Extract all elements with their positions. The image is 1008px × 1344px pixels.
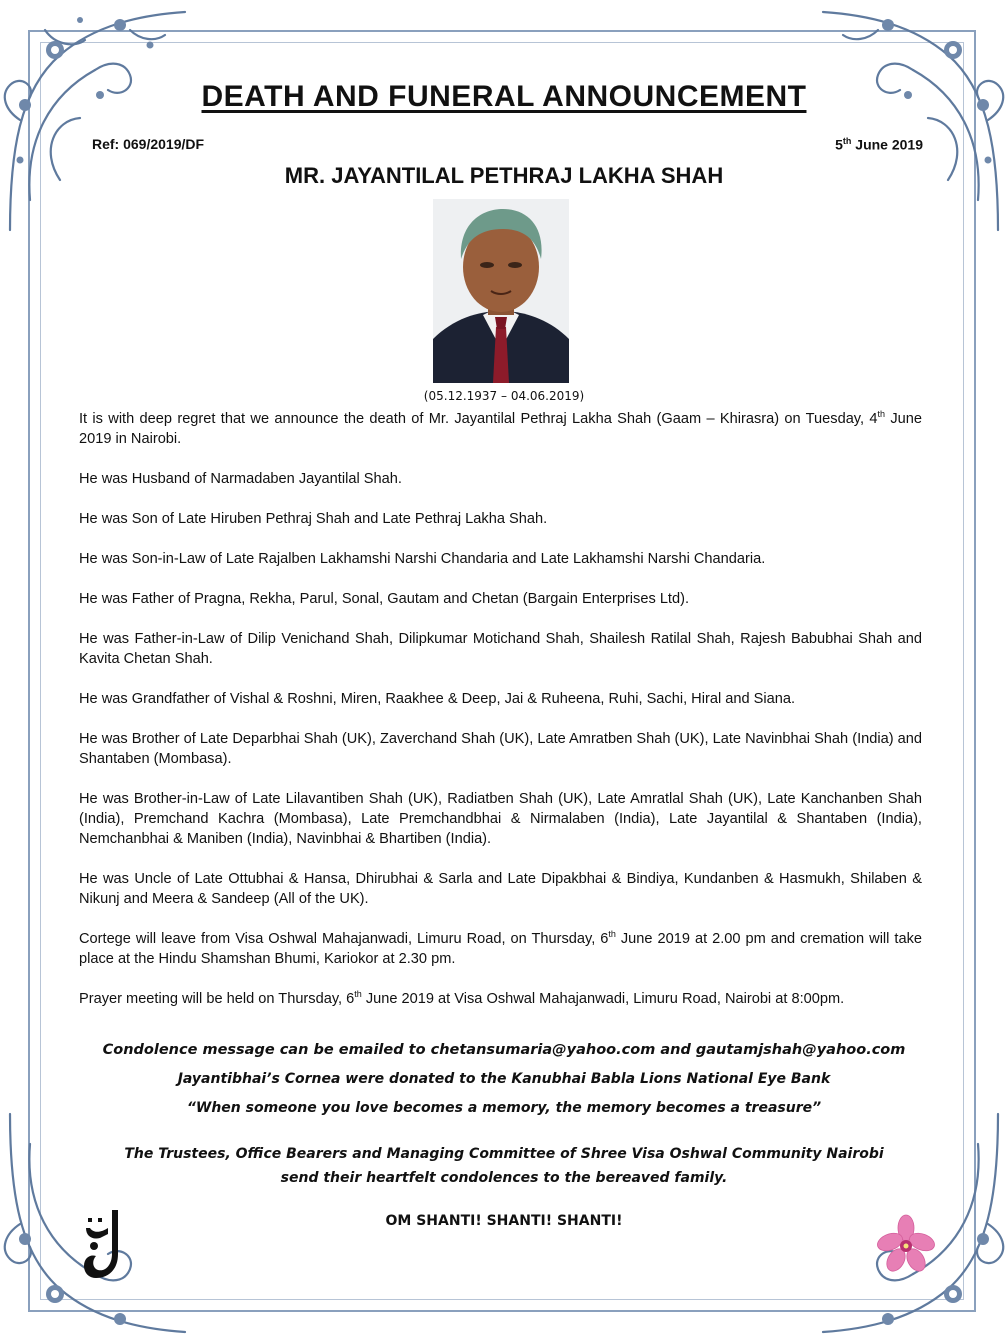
page-title: DEATH AND FUNERAL ANNOUNCEMENT (201, 80, 807, 113)
paragraph-text: June 2019 in Nairobi. (79, 411, 922, 447)
reference-number: Ref: 069/2019/DF (92, 136, 205, 152)
paragraph-uncle: He was Uncle of Late Ottubhai & Hansa, Dhirubhai & Sarla and Late Dipakbhai & Bindiya, Kundanben & Hasmukh, Shilaben & Nikunj and Meera & Sandeep (All of the UK). (79, 871, 922, 907)
paragraph-husband: He was Husband of Narmadaben Jayantilal Shah. (79, 471, 402, 487)
deceased-name: MR. JAYANTILAL PETHRAJ LAKHA SHAH (284, 163, 724, 188)
paragraph-text: Prayer meeting will be held on Thursday, 6 (79, 991, 355, 1007)
condolence-email-note: Condolence message can be emailed to chetansumaria@yahoo.com and gautamjshah@yahoo.com (102, 1042, 906, 1058)
memorial-quote: “When someone you love becomes a memory, the memory becomes a treasure” (186, 1100, 822, 1116)
date-suffix: th (842, 136, 852, 146)
paragraph-text: June 2019 at Visa Oshwal Mahajanwadi, Limuru Road, Nairobi at 8:00pm. (361, 991, 845, 1007)
paragraph-father-in-law: He was Father-in-Law of Dilip Venichand Shah, Dilipkumar Motichand Shah, Shailesh Ratilal Shah, Rajesh Babubhai Shah and Kavita Chetan Shah. (79, 631, 922, 667)
jain-symbol-icon (82, 1208, 126, 1280)
paragraph-prayer-meeting (79, 989, 922, 1009)
paragraph-text: Cortege will leave from Visa Oshwal Mahajanwadi, Limuru Road, on Thursday, 6 (79, 931, 609, 947)
paragraph-grandfather: He was Grandfather of Vishal & Roshni, Miren, Raakhee & Deep, Jai & Ruheena, Ruhi, Sachi, Hiral and Siana. (79, 691, 796, 707)
paragraph-brother: He was Brother of Late Deparbhai Shah (UK), Zaverchand Shah (UK), Late Amratben Shah (UK), Late Navinbhai Shah (India) and Shantaben (Mombasa). (79, 731, 922, 767)
announcement-date (835, 136, 923, 153)
ordinal-suffix: th (877, 409, 886, 420)
paragraph-brother-in-law: He was Brother-in-Law of Late Lilavantiben Shah (UK), Radiatben Shah (UK), Late Amratlal Shah (UK), Late Kanchanben Shah (India), Premchand Kachra (Mombasa), Late Premchandbhai & Nirmalaben (India), Late Jayantilal & Shantaben (India), Nemchanbhai & Maniben (India), Navinbhai & Bhartiben (India). (79, 791, 922, 847)
corner-ornament-top-left-icon (0, 0, 190, 240)
om-shanti: OM SHANTI! SHANTI! SHANTI! (385, 1213, 623, 1229)
trustees-line-2: send their heartfelt condolences to the bereaved family. (280, 1170, 728, 1186)
corner-ornament-top-right-icon (818, 0, 1008, 240)
paragraph-father: He was Father of Pragna, Rekha, Parul, Sonal, Gautam and Chetan (Bargain Enterprises Ltd). (79, 591, 690, 607)
orchid-flower-icon (876, 1214, 936, 1274)
paragraph-son-in-law: He was Son-in-Law of Late Rajalben Lakhamshi Narshi Chandaria and Late Lakhamshi Narshi Chandaria. (79, 551, 766, 567)
paragraph-son: He was Son of Late Hiruben Pethraj Shah and Late Pethraj Lakha Shah. (79, 511, 548, 527)
paragraph-death (79, 409, 922, 449)
cornea-donation-note: Jayantibhai’s Cornea were donated to the Kanubhai Babla Lions National Eye Bank (177, 1071, 831, 1087)
paragraph-text: It is with deep regret that we announce the death of Mr. Jayantilal Pethraj Lakha Shah (Gaam – Khirasra) on Tuesday, 4 (79, 411, 878, 427)
announcement-body (79, 409, 922, 1029)
ordinal-suffix: th (608, 929, 616, 940)
ordinal-suffix: th (354, 989, 362, 1000)
trustees-line-1: The Trustees, Office Bearers and Managing Committee of Shree Visa Oshwal Community Nairobi (124, 1146, 884, 1162)
portrait-photo (433, 199, 569, 383)
paragraph-text: June 2019 at 2.00 pm and cremation will take place at the Hindu Shamshan Bhumi, Kariokor at 2.30 pm. (79, 931, 922, 967)
trustees-condolence (0, 1142, 1008, 1190)
portrait-illustration (433, 199, 569, 383)
date-day: 5 (835, 136, 843, 153)
date-month-year: June 2019 (851, 136, 923, 153)
paragraph-cortege (79, 929, 922, 969)
lifespan-dates: (05.12.1937 – 04.06.2019) (423, 389, 585, 403)
